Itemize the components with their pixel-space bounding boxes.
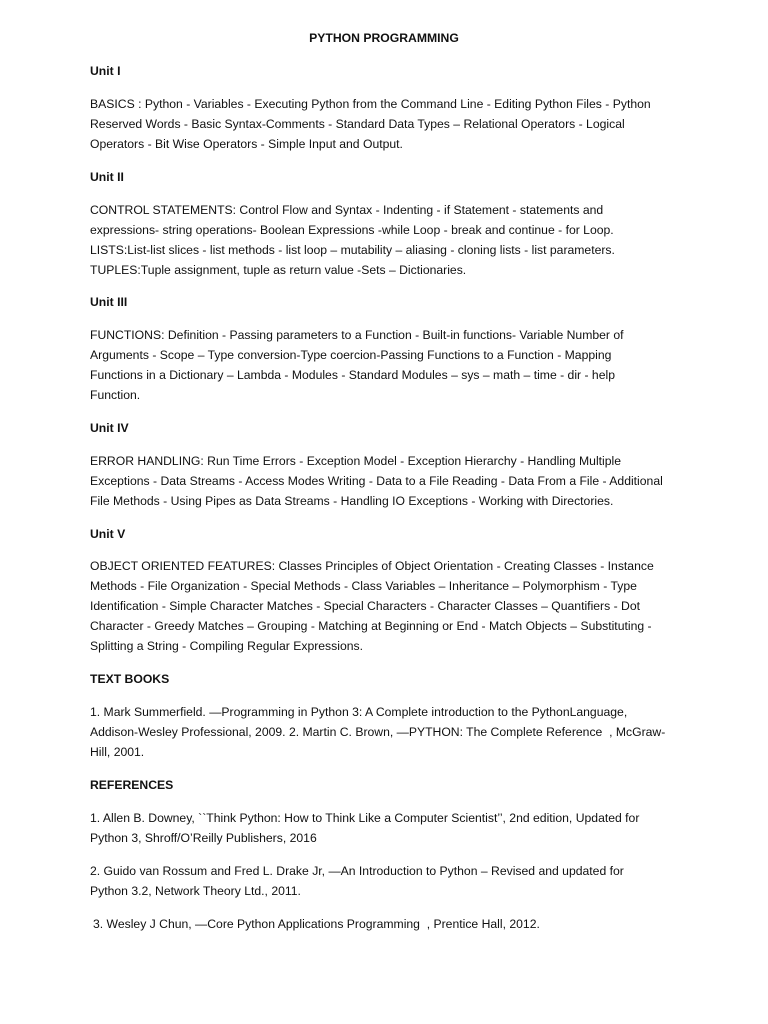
text-line: 2. Guido van Rossum and Fred L. Drake Jr, —An Introduction to Python – Revised and updated for xyxy=(90,864,624,878)
text-line: File Methods - Using Pipes as Data Streams - Handling IO Exceptions - Working with Directories. xyxy=(90,494,614,508)
unit-5-content xyxy=(90,556,682,656)
unit-5-heading: Unit V xyxy=(90,527,126,541)
unit-3-content xyxy=(90,325,682,405)
text-line: Functions in a Dictionary – Lambda - Modules - Standard Modules – sys – math – time - dir - help xyxy=(90,368,615,382)
text-line: Exceptions - Data Streams - Access Modes Writing - Data to a File Reading - Data From a File - Additional xyxy=(90,474,663,488)
unit-2-content xyxy=(90,200,682,280)
text-line: Character - Greedy Matches – Grouping - Matching at Beginning or End - Match Objects – Substituting - xyxy=(90,619,652,633)
text-line: BASICS : Python - Variables - Executing Python from the Command Line - Editing Python Files - Python xyxy=(90,97,651,111)
reference-item-3 xyxy=(93,914,685,934)
text-line: Function. xyxy=(90,388,141,402)
text-line: expressions- string operations- Boolean Expressions -while Loop - break and continue - for Loop. xyxy=(90,223,614,237)
unit-4-heading: Unit IV xyxy=(90,421,129,435)
text-line: Splitting a String - Compiling Regular Expressions. xyxy=(90,639,363,653)
text-line: 3. Wesley J Chun, —Core Python Applications Programming , Prentice Hall, 2012. xyxy=(93,917,540,931)
text-line: 1. Mark Summerfield. —Programming in Python 3: A Complete introduction to the PythonLanguage, xyxy=(90,705,628,719)
text-line: Python 3, Shroff/O’Reilly Publishers, 2016 xyxy=(90,831,317,845)
text-line: Python 3.2, Network Theory Ltd., 2011. xyxy=(90,884,301,898)
page-title: PYTHON PROGRAMMING xyxy=(309,31,459,45)
references-heading: REFERENCES xyxy=(90,778,174,792)
text-line: OBJECT ORIENTED FEATURES: Classes Principles of Object Orientation - Creating Classes - Instance xyxy=(90,559,654,573)
unit-3-heading: Unit III xyxy=(90,295,128,309)
text-line: Methods - File Organization - Special Methods - Class Variables – Inheritance – Polymorphism - Type xyxy=(90,579,637,593)
text-line: LISTS:List-list slices - list methods - list loop – mutability – aliasing - cloning lists - list parameters. xyxy=(90,243,615,257)
text-line: TUPLES:Tuple assignment, tuple as return value -Sets – Dictionaries. xyxy=(90,263,467,277)
unit-1-content xyxy=(90,94,682,154)
text-line: ERROR HANDLING: Run Time Errors - Exception Model - Exception Hierarchy - Handling Multiple xyxy=(90,454,622,468)
text-line: Hill, 2001. xyxy=(90,745,145,759)
text-line: Addison-Wesley Professional, 2009. 2. Martin C. Brown, —PYTHON: The Complete Reference , McGraw- xyxy=(90,725,666,739)
unit-2-heading: Unit II xyxy=(90,170,124,184)
unit-1-heading: Unit I xyxy=(90,64,121,78)
reference-item-2 xyxy=(90,861,682,901)
text-line: Identification - Simple Character Matches - Special Characters - Character Classes – Quantifiers - Dot xyxy=(90,599,641,613)
text-line: Operators - Bit Wise Operators - Simple Input and Output. xyxy=(90,137,403,151)
text-line: 1. Allen B. Downey, ``Think Python: How to Think Like a Computer Scientist’’, 2nd edition, Updated for xyxy=(90,811,640,825)
text-books-heading: TEXT BOOKS xyxy=(90,672,170,686)
text-line: FUNCTIONS: Definition - Passing parameters to a Function - Built-in functions- Variable Number of xyxy=(90,328,624,342)
text-line: CONTROL STATEMENTS: Control Flow and Syntax - Indenting - if Statement - statements and xyxy=(90,203,604,217)
text-line: Reserved Words - Basic Syntax-Comments - Standard Data Types – Relational Operators - Logical xyxy=(90,117,625,131)
text-books-content xyxy=(90,702,682,762)
reference-item-1 xyxy=(90,808,682,848)
text-line: Arguments - Scope – Type conversion-Type coercion-Passing Functions to a Function - Mapping xyxy=(90,348,612,362)
unit-4-content xyxy=(90,451,682,511)
